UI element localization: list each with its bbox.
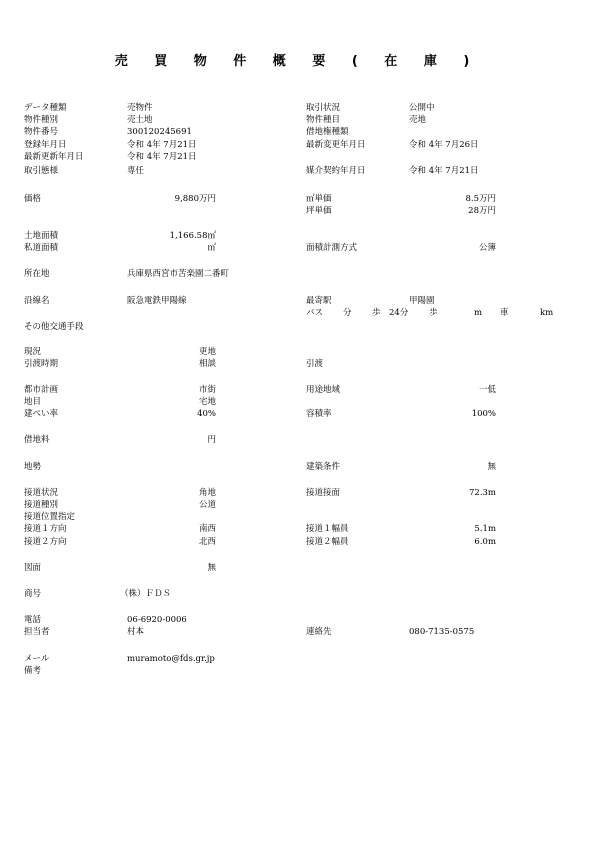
value-trade-name: （株）ＦＤＳ (120, 589, 172, 599)
label-price: 価格 (24, 194, 42, 204)
value-contact: 080-7135-0575 (409, 627, 475, 637)
value-property-type: 売土地 (127, 115, 153, 125)
value-price: 9,880万円 (174, 194, 216, 204)
label-building-cond: 建築条件 (306, 462, 341, 472)
label-reg-date: 登録年月日 (24, 140, 67, 150)
value-tsubo-price: 28万円 (468, 206, 496, 216)
bus-label: バス (306, 308, 324, 318)
label-current-status: 現況 (24, 347, 42, 357)
label-trade-name: 商号 (24, 589, 42, 599)
label-phone: 電話 (24, 615, 42, 625)
label-last-change: 最新変更年月日 (306, 140, 366, 150)
label-frontage: 接道接面 (306, 488, 341, 498)
label-line-name: 沿線名 (24, 296, 50, 306)
value-reg-date: 令和 4年 7月21日 (127, 140, 197, 150)
label-far: 容積率 (306, 409, 332, 419)
value-building-cond: 無 (487, 462, 496, 472)
label-property-item: 物件種目 (306, 115, 341, 125)
label-last-update: 最新更新年月日 (24, 152, 84, 162)
label-nearest-station: 最寄駅 (306, 296, 332, 306)
label-ground-rent: 借地料 (24, 435, 50, 445)
label-private-road-area: 私道面積 (24, 243, 59, 253)
page-title: 売 買 物 件 概 要 ( 在 庫 ) (114, 54, 481, 69)
label-road-dir1: 接道１方向 (24, 524, 67, 534)
value-station: 甲陽園 (409, 296, 435, 306)
value-road-status: 角地 (198, 488, 216, 498)
label-person: 担当者 (24, 627, 50, 637)
label-property-no: 物件番号 (24, 127, 59, 137)
label-terrain: 地勢 (24, 462, 42, 472)
label-agency-contract: 媒介契約年月日 (306, 166, 366, 176)
value-location: 兵庫県西宮市苦楽園二番町 (127, 269, 230, 279)
value-area-method: 公簿 (478, 243, 496, 253)
label-tsubo-price: 坪単価 (306, 206, 332, 216)
value-drawing: 無 (207, 563, 216, 573)
value-road-type: 公道 (198, 500, 216, 510)
label-sqm-price: ㎡単価 (306, 194, 332, 204)
value-road-dir2: 北西 (198, 537, 216, 547)
m-unit: m (474, 308, 483, 318)
label-trade-form: 取引態様 (24, 166, 59, 176)
value-road-width2: 6.0m (474, 537, 496, 547)
value-trade-status: 公開中 (409, 103, 435, 113)
label-road-status: 接道状況 (24, 488, 59, 498)
value-ground-rent: 円 (207, 435, 216, 445)
label-area-method: 面積計測方式 (306, 243, 358, 253)
label-trade-status: 取引状況 (306, 103, 341, 113)
label-mail: メール (24, 654, 50, 664)
label-location: 所在地 (24, 269, 50, 279)
label-leasehold-type: 借地権種類 (306, 127, 349, 137)
value-land-category: 宅地 (198, 397, 216, 407)
label-delivery-time: 引渡時期 (24, 359, 59, 369)
label-land-category: 地目 (24, 397, 42, 407)
label-other-transport: その他交通手段 (24, 322, 84, 332)
label-property-type: 物件種別 (24, 115, 59, 125)
label-contact: 連絡先 (306, 627, 332, 637)
value-mail: muramoto@fds.gr.jp (127, 654, 215, 664)
value-frontage: 72.3m (469, 488, 496, 498)
value-private-road-area: ㎡ (207, 243, 216, 253)
walk-label: 歩 (372, 308, 381, 318)
value-last-change: 令和 4年 7月26日 (409, 140, 479, 150)
car-label: 車 (500, 308, 509, 318)
value-sqm-price: 8.5万円 (465, 194, 496, 204)
value-data-type: 売物件 (127, 103, 153, 113)
value-property-item: 売地 (409, 115, 427, 125)
bus-min-unit: 分 (343, 308, 352, 318)
km-unit: km (540, 308, 554, 318)
label-city-planning: 都市計画 (24, 385, 59, 395)
walk-min: 24分 (389, 308, 409, 318)
label-zoning: 用途地域 (306, 385, 341, 395)
label-data-type: データ種類 (24, 103, 67, 113)
value-trade-form: 専任 (127, 166, 145, 176)
label-land-area: 土地面積 (24, 231, 59, 241)
label-coverage: 建ぺい率 (24, 409, 59, 419)
label-road-type: 接道種別 (24, 500, 59, 510)
label-remarks: 備考 (24, 666, 42, 676)
value-zoning: 一低 (478, 385, 496, 395)
value-property-no: 300120245691 (127, 127, 192, 137)
value-current-status: 更地 (198, 347, 216, 357)
label-drawing: 図面 (24, 563, 42, 573)
value-agency-contract: 令和 4年 7月21日 (409, 166, 479, 176)
value-far: 100% (471, 409, 496, 419)
label-road-width2: 接道２幅員 (306, 537, 349, 547)
value-last-update: 令和 4年 7月21日 (127, 152, 197, 162)
label-road-width1: 接道１幅員 (306, 524, 349, 534)
label-delivery: 引渡 (306, 359, 324, 369)
value-city-planning: 市街 (198, 385, 216, 395)
value-land-area: 1,166.58㎡ (169, 231, 216, 241)
value-phone: 06-6920-0006 (127, 615, 187, 625)
value-coverage: 40% (197, 409, 216, 419)
value-delivery-time: 相談 (198, 359, 216, 369)
label-road-designation: 接道位置指定 (24, 512, 76, 522)
value-road-dir1: 南西 (198, 524, 216, 534)
value-line-name: 阪急電鉄甲陽線 (127, 296, 187, 306)
walk-label-2: 歩 (429, 308, 438, 318)
label-road-dir2: 接道２方向 (24, 537, 67, 547)
value-road-width1: 5.1m (474, 524, 496, 534)
value-person: 村本 (127, 627, 145, 637)
